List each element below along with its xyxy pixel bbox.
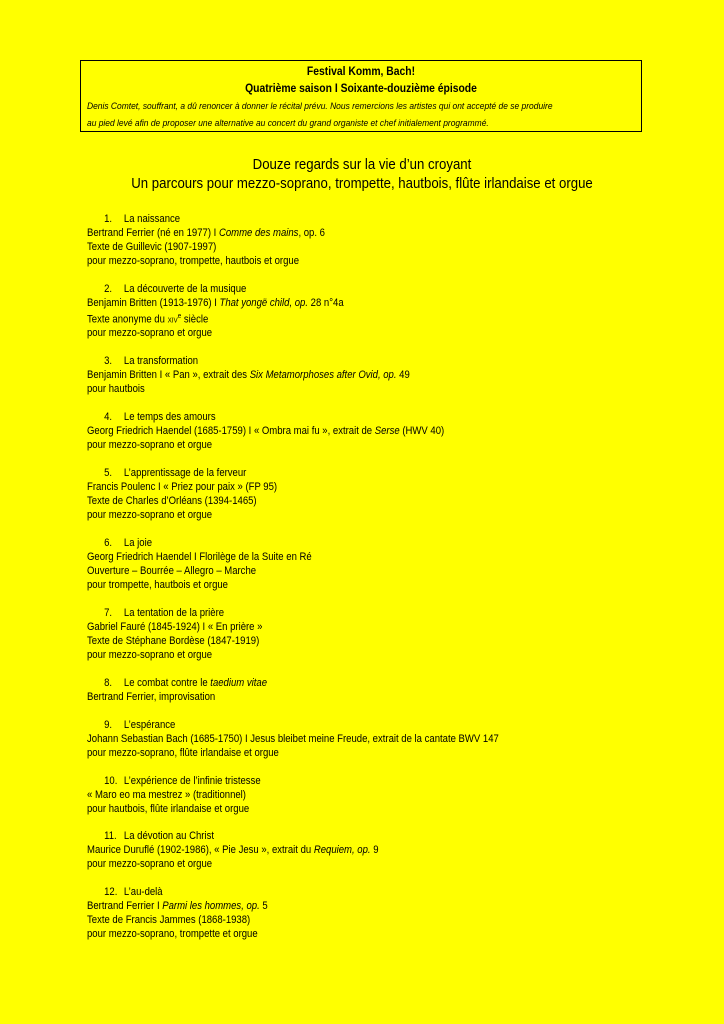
item-title: L’au-delà	[123, 886, 163, 899]
item-title: La joie	[123, 536, 152, 549]
item-number: 2.	[104, 282, 113, 295]
item-composer: Bertrand Ferrier I Parmi les hommes, op. 5	[87, 900, 268, 913]
item-instrumentation: pour mezzo-soprano et orgue	[87, 327, 213, 340]
item-instrumentation: pour hautbois	[87, 383, 145, 396]
program-title-line-2: Un parcours pour mezzo-soprano, trompette, hautbois, flûte irlandaise et orgue	[131, 175, 593, 192]
item-text-author: Texte anonyme du xiv$^e$ siècle	[87, 312, 209, 326]
item-number: 5.	[104, 467, 113, 480]
item-title: La transformation	[123, 355, 199, 368]
program-title	[0, 155, 724, 193]
program-item-6	[87, 536, 647, 592]
item-instrumentation: pour hautbois, flûte irlandaise et orgue	[87, 802, 250, 815]
item-text-author: Texte de Stéphane Bordèse (1847-1919)	[87, 634, 260, 647]
item-instrumentation: pour mezzo-soprano et orgue	[87, 858, 213, 871]
item-number: 4.	[104, 411, 113, 424]
notice-line-2: au pied levé afin de proposer une alternative au concert du grand organiste et chef initialement programmé.	[87, 118, 489, 129]
item-title: L’espérance	[123, 718, 176, 731]
item-number: 7.	[104, 606, 113, 619]
item-title: L’expérience de l’infinie tristesse	[123, 774, 261, 787]
program-title-line-1: Douze regards sur la vie d’un croyant	[252, 156, 472, 173]
program-item-12	[87, 885, 647, 941]
program-item-2	[87, 282, 647, 341]
item-instrumentation: pour mezzo-soprano, trompette et orgue	[87, 928, 258, 941]
item-composer: Georg Friedrich Haendel I Florilège de la Suite en Ré	[87, 550, 312, 563]
item-composer: Francis Poulenc I « Priez pour paix » (FP 95)	[87, 481, 278, 494]
item-instrumentation: pour mezzo-soprano et orgue	[87, 439, 213, 452]
item-number: 3.	[104, 355, 113, 368]
program-item-1	[87, 212, 647, 268]
festival-title: Festival Komm, Bach!	[306, 66, 416, 78]
item-number: 10.	[104, 774, 118, 787]
item-title: Le combat contre le	[123, 676, 211, 689]
item-title: La naissance	[123, 213, 181, 225]
item-composer: Bertrand Ferrier, improvisation	[87, 690, 216, 703]
program-item-10	[87, 774, 647, 816]
program-item-9	[87, 718, 647, 760]
program-item-3	[87, 354, 647, 396]
item-title: Le temps des amours	[123, 411, 216, 424]
item-composer: Bertrand Ferrier (né en 1977) I Comme des mains, op. 6	[87, 227, 325, 239]
item-number: 9.	[104, 718, 113, 731]
notice-line-1: Denis Comtet, souffrant, a dû renoncer à donner le récital prévu. Nous remercions les artistes qui ont accepté de se produire	[87, 101, 553, 112]
item-text-author: Texte de Charles d’Orléans (1394-1465)	[87, 495, 257, 508]
program-item-11	[87, 829, 647, 871]
item-number: 11.	[104, 830, 117, 843]
item-title: La tentation de la prière	[123, 606, 225, 619]
program-item-7	[87, 606, 647, 662]
item-composer: Benjamin Britten I « Pan », extrait des Six Metamorphoses after Ovid, op. 49	[87, 369, 410, 382]
item-instrumentation: pour trompette, hautbois et orgue	[87, 578, 228, 591]
item-composer: Benjamin Britten (1913-1976) I That yongë child, op. 28 n°4a	[87, 296, 344, 309]
item-title: La découverte de la musique	[123, 282, 247, 295]
program-item-5	[87, 466, 647, 522]
item-composer: Johann Sebastian Bach (1685-1750) I Jesus bleibet meine Freude, extrait de la cantate BWV 147	[87, 732, 499, 745]
item-instrumentation: pour mezzo-soprano, trompette, hautbois et orgue	[87, 255, 300, 267]
item-instrumentation: pour mezzo-soprano, flûte irlandaise et orgue	[87, 746, 279, 759]
item-title: L’apprentissage de la ferveur	[123, 467, 247, 480]
notice-box	[80, 60, 642, 132]
program-list	[87, 212, 647, 941]
item-instrumentation: pour mezzo-soprano et orgue	[87, 509, 213, 522]
program-item-4	[87, 410, 647, 452]
item-composer: « Maro eo ma mestrez » (traditionnel)	[87, 788, 246, 801]
item-text-author: Texte de Francis Jammes (1868-1938)	[87, 914, 251, 927]
item-number: 8.	[104, 676, 113, 689]
item-number: 12.	[104, 886, 118, 899]
item-composer: Maurice Duruflé (1902-1986), « Pie Jesu », extrait du Requiem, op. 9	[87, 844, 379, 857]
item-composer: Georg Friedrich Haendel (1685-1759) I « Ombra mai fu », extrait de Serse (HWV 40)	[87, 425, 445, 438]
episode-subtitle: Quatrième saison I Soixante-douzième épisode	[245, 83, 477, 95]
item-instrumentation: pour mezzo-soprano et orgue	[87, 648, 213, 661]
item-number: 6.	[104, 536, 113, 549]
item-title: La dévotion au Christ	[123, 830, 215, 843]
item-number: 1.	[104, 213, 113, 225]
program-item-8: 8. Le combat contre le taedium vitae Bertrand Ferrier, improvisation	[87, 676, 647, 704]
item-text-author: Texte de Guillevic (1907-1997)	[87, 241, 217, 253]
item-composer: Gabriel Fauré (1845-1924) I « En prière »	[87, 620, 263, 633]
item-movements: Ouverture – Bourrée – Allegro – Marche	[87, 564, 257, 577]
